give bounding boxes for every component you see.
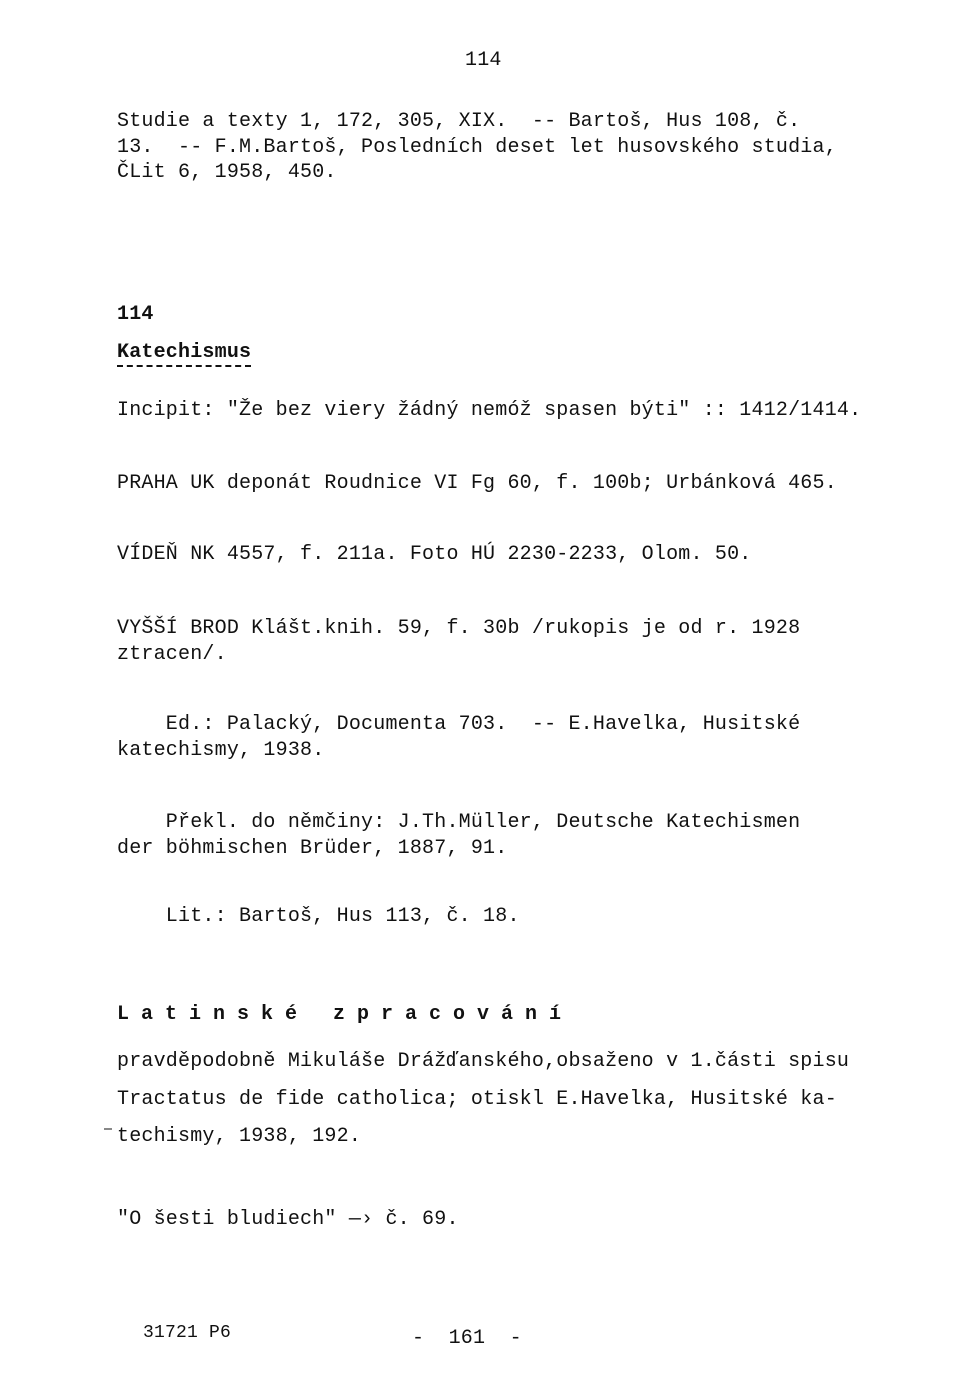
translation-line-2: der böhmischen Brüder, 1887, 91. [117,837,508,860]
literature: Lit.: Bartoš, Hus 113, č. 18. [117,905,520,928]
manuscript-vyssi-brod-line-1: VYŠŠÍ BROD Klášt.knih. 59, f. 30b /rukopis je od r. 1928 [117,617,801,640]
bibliography-line-1: Studie a texty 1, 172, 305, XIX. -- Bartoš, Hus 108, č. [117,110,801,133]
entry-title-text: Katechismus [117,341,251,367]
cross-reference: "O šesti bludiech" —› č. 69. [117,1208,459,1231]
editions-line-1: Ed.: Palacký, Documenta 703. -- E.Havelka, Husitské [117,713,801,736]
top-page-number: 114 [465,49,502,72]
section-heading: Latinské zpracování [117,1003,574,1026]
section-text-line-3: techismy, 1938, 192. [117,1125,362,1148]
manuscript-viden: VÍDEŇ NK 4557, f. 211a. Foto HÚ 2230-2233, Olom. 50. [117,543,752,566]
manuscript-vyssi-brod-line-2: ztracen/. [117,643,227,666]
editions-line-2: katechismy, 1938. [117,739,325,762]
entry-number: 114 [117,303,154,326]
bibliography-line-2: 13. -- F.M.Bartoš, Posledních deset let husovského studia, [117,136,837,159]
footer-code: 31721 P6 [143,1323,232,1343]
page-number: - 161 - [412,1327,522,1350]
translation-line-1: Překl. do němčiny: J.Th.Müller, Deutsche Katechismen [117,811,801,834]
section-text-line-2: Tractatus de fide catholica; otiskl E.Havelka, Husitské ka- [117,1088,837,1111]
manuscript-praha: PRAHA UK deponát Roudnice VI Fg 60, f. 100b; Urbánková 465. [117,472,837,495]
entry-title [117,340,251,366]
stray-mark [104,1128,112,1130]
incipit: Incipit: "Že bez viery žádný nemóž spasen býti" :: 1412/1414. [117,399,862,422]
bibliography-line-3: ČLit 6, 1958, 450. [117,161,337,184]
section-text-line-1: pravděpodobně Mikuláše Drážďanského,obsaženo v 1.části spisu [117,1050,850,1073]
